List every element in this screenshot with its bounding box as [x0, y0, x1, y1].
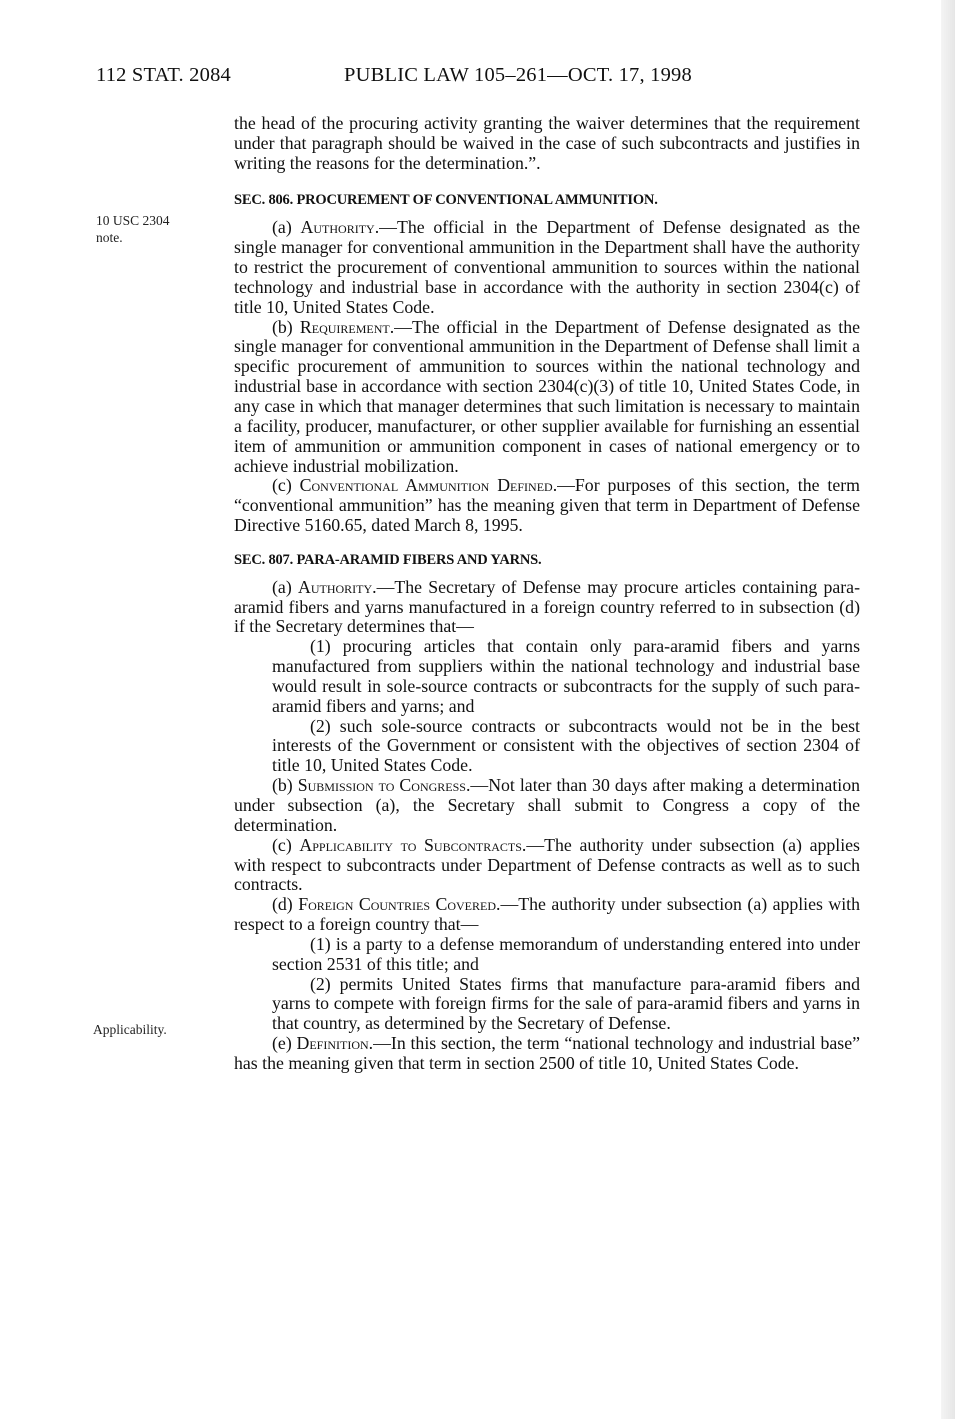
- sec807-subsection-b: (b) Submission to Congress.—Not later than 30 days after making a determination under subsection (a), the Secretary shall submit to Congress a copy of the determination.: [234, 775, 860, 835]
- section-806-heading: SEC. 806. PROCUREMENT OF CONVENTIONAL AMMUNITION.: [234, 191, 658, 208]
- sec807-d-paragraph-1: (1) is a party to a defense memorandum of understanding entered into under section 2531 of this title; and: [272, 933, 860, 974]
- page-edge: [941, 0, 955, 1419]
- stat-citation: 112 STAT. 2084: [96, 64, 231, 86]
- margin-note-applicability: Applicability.: [93, 1022, 167, 1037]
- public-law-title: PUBLIC LAW 105–261—OCT. 17, 1998: [344, 64, 692, 86]
- sec807-subsection-e: (e) Definition.—In this section, the term “national technology and industrial base” has the meaning given that term in section 2500 of title 10, United States Code.: [234, 1033, 860, 1073]
- sec807-subsection-d: (d) Foreign Countries Covered.—The authority under subsection (a) applies with respect to a foreign country that—: [234, 894, 860, 935]
- statute-body: [234, 114, 860, 1074]
- sec807-d-paragraph-2: (2) permits United States firms that manufacture para-aramid fibers and yarns to compete with foreign firms for the sale of para-aramid fibers and yarns in that country, as determined by the Secretary of Defense.: [272, 973, 860, 1034]
- sec807-a-paragraph-2: (2) such sole-source contracts or subcontracts would not be in the best interests of the Government or consistent with the objectives of section 2304 of title 10, United States Code.: [272, 715, 860, 776]
- sec807-subsection-c: (c) Applicability to Subcontracts.—The authority under subsection (a) applies with respect to subcontracts under Department of Defense contracts as well as to such contracts.: [234, 834, 860, 895]
- section-807-heading: SEC. 807. PARA-ARAMID FIBERS AND YARNS.: [234, 551, 542, 568]
- page-header: [96, 64, 856, 92]
- sec807-a-paragraph-1: (1) procuring articles that contain only para-aramid fibers and yarns manufactured from suppliers within the national technology and industrial base would result in sole-source contracts or subcontracts for the supply of such para-aramid fibers and yarns; and: [272, 636, 860, 716]
- sec806-subsection-b: (b) Requirement.—The official in the Department of Defense designated as the single manager for conventional ammunition in the Department of Defense shall limit a specific procurement of ammunition to sources within the national technology and industrial base in accordance with section 2304(c)(3) of title 10, United States Code, in any case in which that manager determines that such limitation is necessary to maintain a facility, producer, manufacturer, or other supplier available for furnishing an essential item of ammunition or ammunition component in cases of national emergency or to achieve industrial mobilization.: [234, 316, 860, 476]
- sec806-subsection-c: (c) Conventional Ammunition Defined.—For purposes of this section, the term “conventional ammunition” has the meaning given that term in Department of Defense Directive 5160.65, dated March 8, 1995.: [234, 475, 860, 536]
- sec806-subsection-a: (a) Authority.—The official in the Department of Defense designated as the single manager for conventional ammunition in the Department shall have the authority to restrict the procurement of conventional ammunition to sources within the national technology and industrial base in accordance with the authority in section 2304(c) of title 10, United States Code.: [234, 217, 860, 317]
- sec807-subsection-a: (a) Authority.—The Secretary of Defense may procure articles containing para-aramid fibers and yarns manufactured in a foreign country referred to in subsection (d) if the Secretary determines that—: [234, 576, 860, 637]
- margin-note-usc: 10 USC 2304 note.: [96, 213, 170, 245]
- continuation-paragraph: the head of the procuring activity granting the waiver determines that the requirement under that paragraph should be waived in the case of such subcontracts and justifies in writing the reasons for the determination.”.: [234, 113, 860, 173]
